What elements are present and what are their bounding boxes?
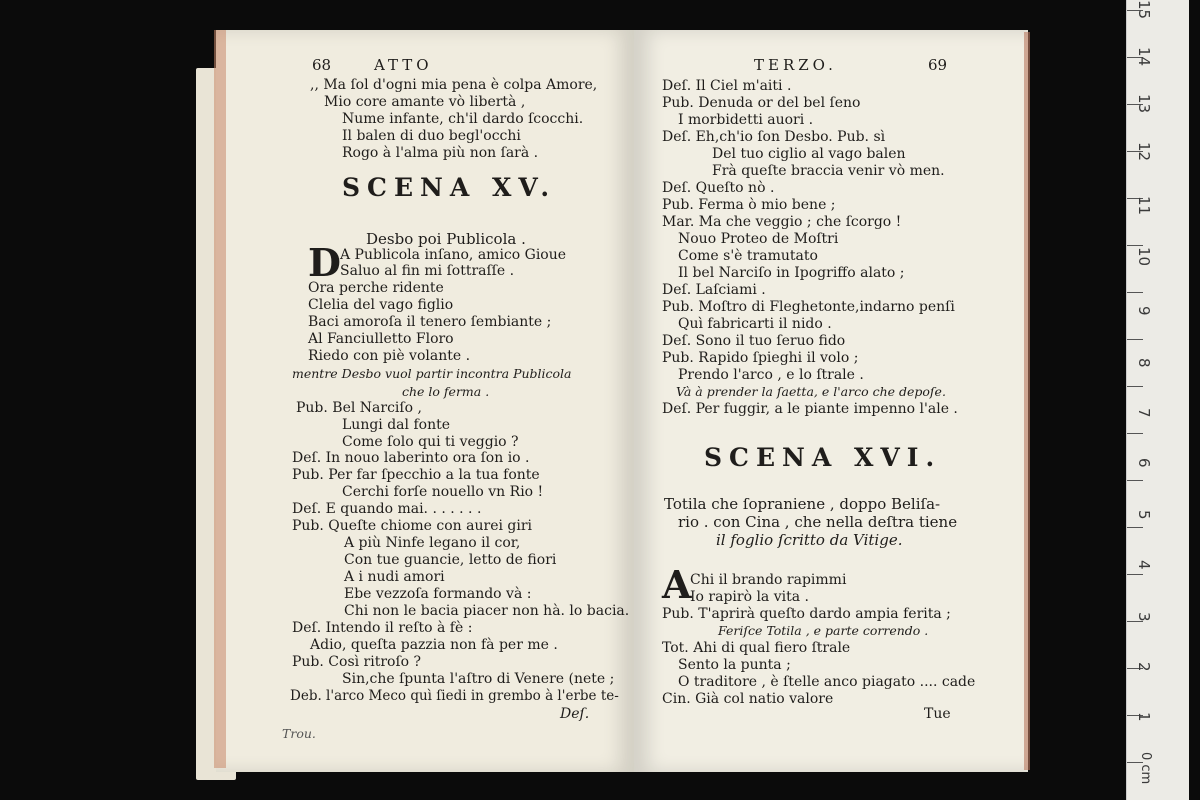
scene-title: SCENA XV. (342, 173, 557, 202)
dialogue-line: Deſ. Eh,ch'io ſon Desbo. Pub. sì (662, 129, 886, 145)
verse-line: A Publicola inſano, amico Gioue (340, 247, 567, 263)
dialogue-line: Deſ. Laſciami . (662, 282, 766, 298)
verse-line: Lungi dal fonte (342, 417, 450, 433)
dialogue-line: Cin. Già col natio valore (662, 691, 834, 707)
ruler-mark: 1 (1135, 712, 1153, 722)
dialogue-line: Pub. Per far ſpecchio a la tua fonte (292, 467, 540, 483)
verse-line: Ebe vezzoſa formando và : (344, 586, 532, 602)
dialogue-line: Deſ. E quando mai. . . . . . . (292, 501, 482, 517)
right-page-number: 69 (928, 56, 948, 74)
bleed-through-text: Trou. (282, 726, 316, 741)
ruler-mark: 9 (1135, 306, 1153, 316)
dialogue-line: Deſ. Queſto nò . (662, 180, 775, 196)
verse-line: Quì fabricarti il nido . (678, 316, 832, 332)
verse-line: Al Fanciulletto Floro (308, 331, 454, 347)
verse-line: Riedo con piè volante . (308, 348, 471, 364)
ruler-mark: 5 (1135, 510, 1153, 520)
measurement-ruler (1126, 0, 1189, 800)
dialogue-line: Deſ. Il Ciel m'aiti . (662, 78, 792, 94)
verse-line: Il bel Narciſo in Ipogriffo alato ; (678, 265, 905, 281)
dialogue-line: Deb. l'arco Meco quì ſiedi in grembo à l'erbe te- (290, 688, 619, 704)
verse-line: Rogo à l'alma più non ſarà . (342, 145, 539, 161)
stage-direction: Feriſce Totila , e parte correndo . (718, 623, 929, 638)
dialogue-line: Pub. Rapido ſpieghi il volo ; (662, 350, 859, 366)
dialogue-line: Deſ. Intendo il reſto à fè : (292, 620, 473, 636)
verse-line: O traditore , è ſtelle anco piagato .... cade (678, 674, 976, 690)
drop-cap: A (662, 562, 692, 607)
dialogue-line: Deſ. In nouo laberinto ora ſon io . (292, 450, 530, 466)
verse-line: Con tue guancie, letto de fiori (344, 552, 557, 568)
dialogue-line: Deſ. Per fuggir, a le piante impenno l'ale . (662, 401, 958, 417)
verse-line: Frà queſte braccia venir vò men. (712, 163, 945, 179)
ruler-mark: 13 (1135, 94, 1153, 114)
dialogue-line: Pub. Denuda or del bel ſeno (662, 95, 861, 111)
dialogue-line: Deſ. Sono il tuo ſeruo fido (662, 333, 846, 349)
verse-line: Saluo al fin mi ſottraſſe . (340, 263, 515, 279)
verse-line: A più Ninfe legano il cor, (344, 535, 521, 551)
scene-characters: il foglio ſcritto da Vitige. (716, 531, 903, 549)
ruler-mark: 3 (1135, 612, 1153, 622)
verse-line: Sento la punta ; (678, 657, 791, 673)
verse-line: Prendo l'arco , e lo ſtrale . (678, 367, 864, 383)
ruler-mark: 12 (1135, 142, 1153, 162)
ruler-mark: 6 (1135, 458, 1153, 468)
verse-line: I morbidetti auori . (678, 112, 814, 128)
scene-characters: Desbo poi Publicola . (366, 230, 526, 248)
verse-line: Il balen di duo begl'occhi (342, 128, 521, 144)
drop-cap: D (308, 240, 341, 285)
ruler-mark: 14 (1135, 47, 1153, 67)
left-page-number: 68 (312, 56, 332, 74)
ruler-mark: 0 cm (1138, 752, 1153, 785)
verse-line: Mio core amante vò libertà , (324, 94, 526, 110)
verse-line: Come s'è tramutato (678, 248, 818, 264)
stage-direction: mentre Desbo vuol partir incontra Publicola (292, 366, 572, 381)
verse-line: Io rapirò la vita . (690, 589, 809, 605)
ruler-mark: 7 (1135, 408, 1153, 418)
ruler-mark: 4 (1135, 560, 1153, 570)
verse-line: A i nudi amori (344, 569, 445, 585)
ruler-mark: 8 (1135, 358, 1153, 368)
left-running-head: ATTO (374, 56, 433, 74)
right-running-head: TERZO. (754, 56, 837, 74)
dialogue-line: Pub. Moſtro di Fleghetonte,indarno penſi (662, 299, 955, 315)
ruler-mark: 11 (1135, 196, 1153, 216)
dialogue-line: Pub. Queſte chiome con aurei giri (292, 518, 533, 534)
verse-line: Clelia del vago figlio (308, 297, 454, 313)
verse-line: Nouo Proteo de Moſtri (678, 231, 839, 247)
verse-line: Sin,che ſpunta l'aſtro di Venere (nete ; (342, 671, 615, 687)
verse-line: Nume infante, ch'il dardo ſcocchi. (342, 111, 584, 127)
verse-line: ,, Ma ſol d'ogni mia pena è colpa Amore, (310, 77, 598, 93)
dialogue-line: Tot. Ahi di qual fiero ſtrale (662, 640, 851, 656)
dialogue-line: Pub. T'aprirà queſto dardo ampia ferita ; (662, 606, 951, 622)
stage-direction: Và à prender la ſaetta, e l'arco che depoſe. (676, 384, 946, 399)
verse-line: Chi non le bacia piacer non hà. lo bacia. (344, 603, 630, 619)
dialogue-line: Mar. Ma che veggio ; che ſcorgo ! (662, 214, 902, 230)
verse-line: Come ſolo qui ti veggio ? (342, 434, 519, 450)
scene-characters: Totila che ſopraniene , doppo Beliſa- (664, 495, 941, 513)
ruler-mark: 10 (1135, 247, 1153, 267)
ruler-mark: 15 (1135, 0, 1153, 20)
dialogue-line: Pub. Ferma ò mio bene ; (662, 197, 836, 213)
ruler-mark: 2 (1135, 662, 1153, 672)
left-page-edge (214, 30, 226, 768)
dialogue-line: Pub. Così ritroſo ? (292, 654, 422, 670)
verse-line: Chi il brando rapimmi (690, 572, 847, 588)
verse-line: Baci amoroſa il tenero ſembiante ; (308, 314, 552, 330)
right-page-edge (1024, 32, 1030, 770)
stage-direction: che lo ferma . (402, 384, 490, 399)
verse-line: Ora perche ridente (308, 280, 444, 296)
verse-line: Del tuo ciglio al vago balen (712, 146, 906, 162)
verse-line: Cerchi forſe nouello vn Rio ! (342, 484, 544, 500)
scene-characters: rio . con Cina , che nella deſtra tiene (678, 513, 958, 531)
catchword: Deſ. (560, 706, 590, 722)
dialogue-line: Pub. Bel Narciſo , (296, 400, 422, 416)
verse-line: Adio, queſta pazzia non fà per me . (310, 637, 558, 653)
catchword: Tue (924, 706, 951, 722)
scene-title: SCENA XVI. (704, 443, 942, 472)
